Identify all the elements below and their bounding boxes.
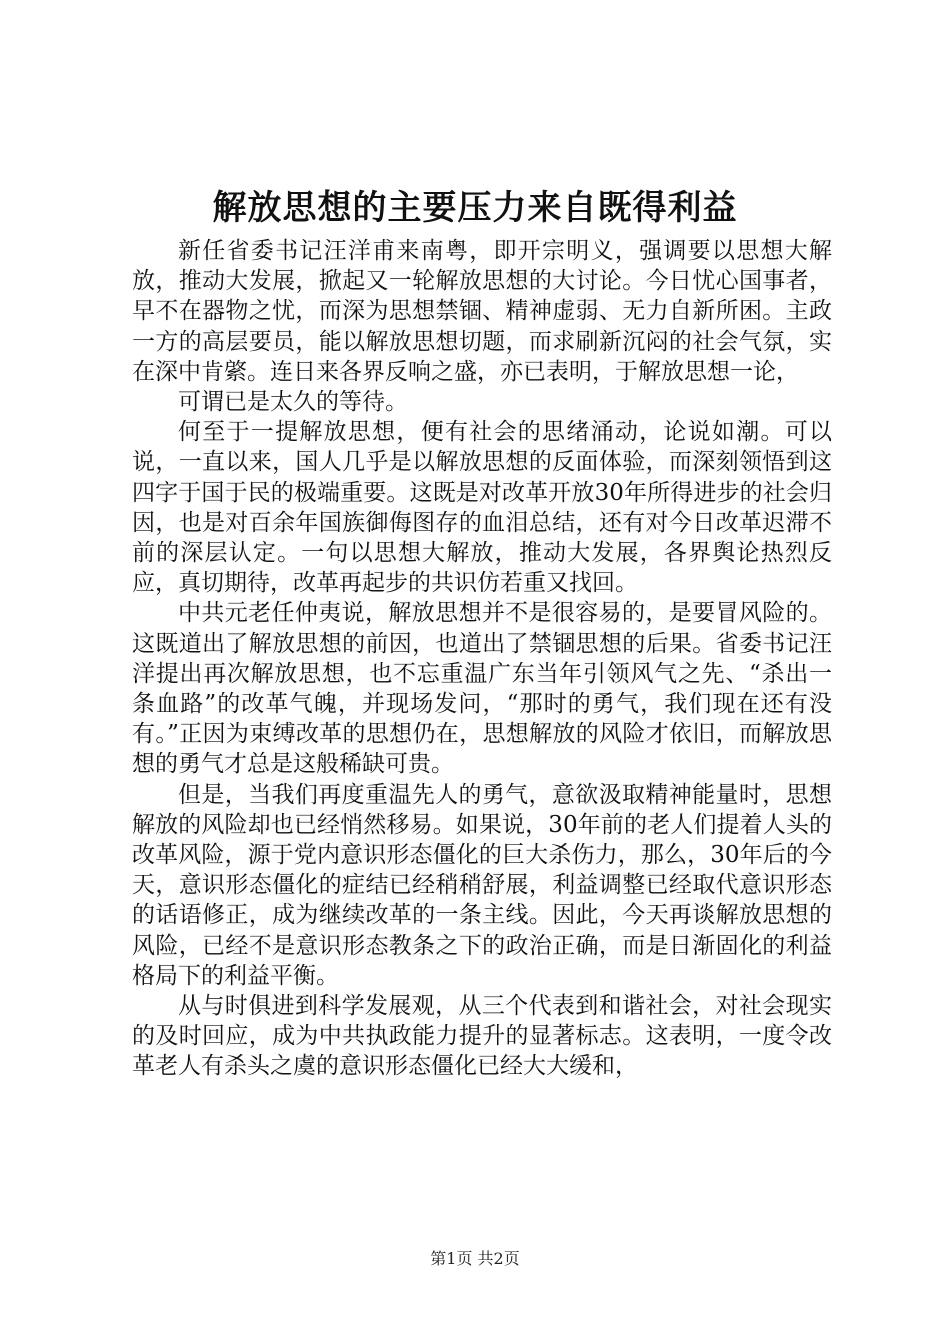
- paragraph-5: 但是，当我们再度重温先人的勇气，意欲汲取精神能量时，思想解放的风险却也已经悄然移易。如果说，30年前的老人们提着人头的改革风险，源于党内意识形态僵化的巨大杀伤力，那么，30年后的今天，意识形态僵化的症结已经稍稍舒展，利益调整已经取代意识形态的话语修正，成为继续改革的一条主线。因此，今天再谈解放思想的风险，已经不是意识形态教条之下的政治正确，而是日渐固化的利益格局下的利益平衡。: [132, 781, 832, 989]
- document-title: 解放思想的主要压力来自既得利益: [212, 188, 738, 228]
- paragraph-1: 新任省委书记汪洋甫来南粤，即开宗明义，强调要以思想大解放，推动大发展，掀起又一轮解放思想的大讨论。今日忧心国事者，早不在器物之忧，而深为思想禁锢、精神虚弱、无力自新所困。主政一方的高层要员，能以解放思想切题，而求刷新沉闷的社会气氛，实在深中肯綮。连日来各界反响之盛，亦已表明，于解放思想一论，: [132, 238, 832, 385]
- paragraph-3: 何至于一提解放思想，便有社会的思绪涌动，论说如潮。可以说，一直以来，国人几乎是以解放思想的反面体验，而深刻领悟到这四字于国于民的极端重要。这既是对改革开放30年所得进步的社会归因，也是对百余年国族御侮图存的血泪总结，还有对今日改革迟滞不前的深层认定。一句以思想大解放，推动大发展，各界舆论热烈反应，真切期待，改革再起步的共识仿若重又找回。: [132, 419, 832, 597]
- paragraph-4: 中共元老任仲夷说，解放思想并不是很容易的，是要冒风险的。这既道出了解放思想的前因，也道出了禁锢思想的后果。省委书记汪洋提出再次解放思想，也不忘重温广东当年引领风气之先、“杀出一条血路”的改革气魄，并现场发问，“那时的勇气，我们现在还有没有。”正因为束缚改革的思想仍在，思想解放的风险才依旧，而解放思想的勇气才总是这般稀缺可贵。: [132, 600, 832, 778]
- paragraph-6: 从与时俱进到科学发展观，从三个代表到和谐社会，对社会现实的及时回应，成为中共执政能力提升的显著标志。这表明，一度令改革老人有杀头之虞的意识形态僵化已经大大缓和，: [132, 993, 832, 1080]
- paragraph-2: 可谓已是太久的等待。: [178, 389, 408, 416]
- page-number-footer: 第1页 共2页: [430, 1249, 520, 1268]
- document-body: [132, 236, 832, 1082]
